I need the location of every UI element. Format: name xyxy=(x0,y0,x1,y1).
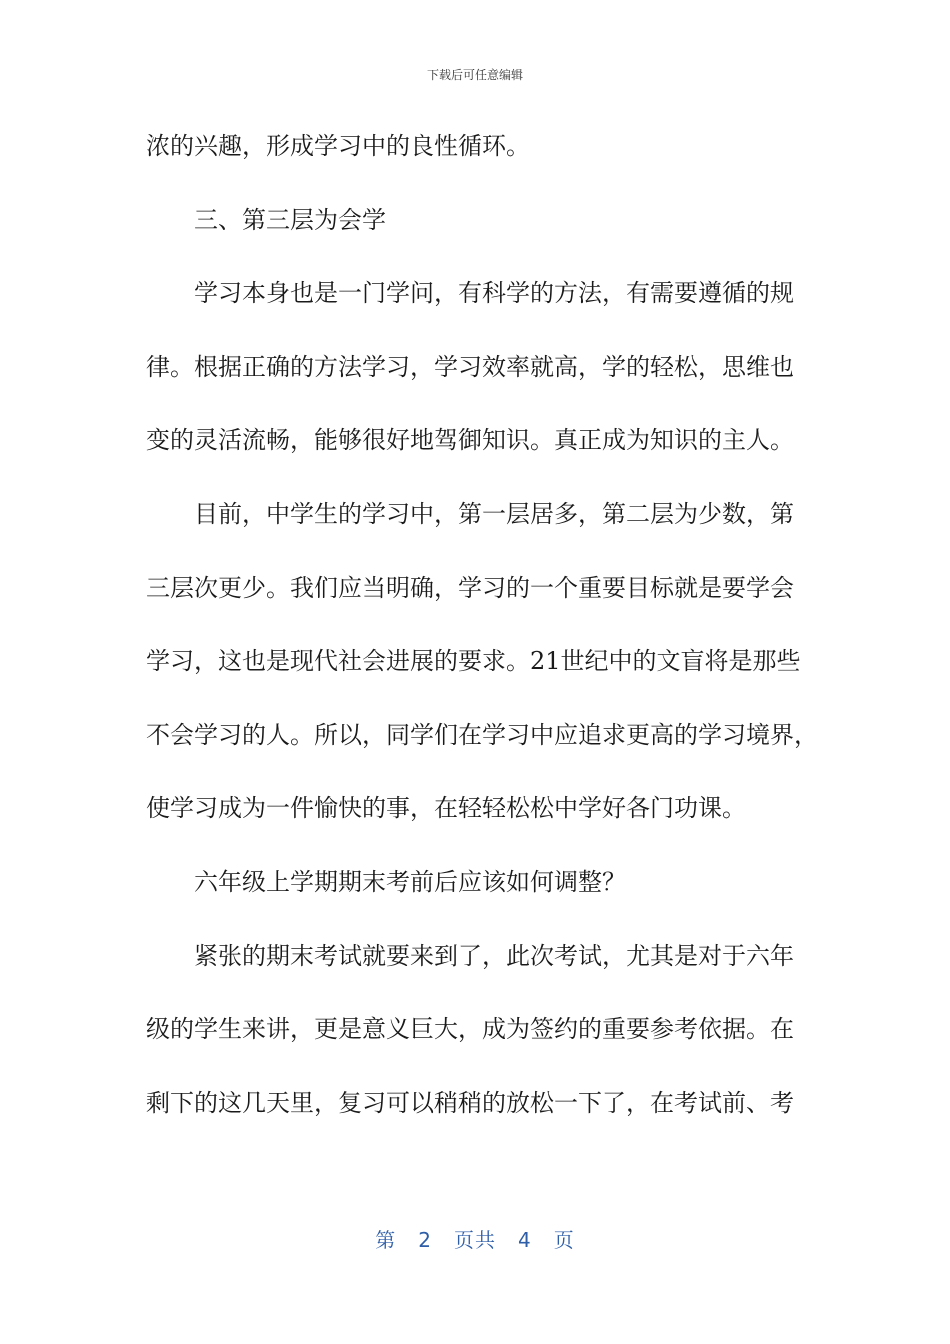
document-body xyxy=(146,126,818,1156)
article-heading: 六年级上学期期末考前后应该如何调整？ xyxy=(194,867,626,896)
text-line: 学习，这也是现代社会进展的要求。21世纪中的文盲将是那些 xyxy=(146,647,801,676)
page-footer xyxy=(0,1224,950,1253)
footer-suffix: 页 xyxy=(553,1228,575,1252)
footer-prefix: 第 xyxy=(375,1228,397,1252)
section-heading: 三、第三层为会学 xyxy=(194,205,386,234)
text-line: 不会学习的人。所以，同学们在学习中应追求更高的学习境界， xyxy=(146,720,818,749)
text-line: 学习本身也是一门学问，有科学的方法，有需要遵循的规 xyxy=(194,279,794,308)
footer-middle: 页共 xyxy=(454,1228,496,1252)
page-header-note: 下载后可任意编辑 xyxy=(426,68,523,82)
text-line: 三层次更少。我们应当明确，学习的一个重要目标就是要学会 xyxy=(146,573,794,602)
current-page-number: 2 xyxy=(418,1228,432,1252)
text-line: 变的灵活流畅，能够很好地驾御知识。真正成为知识的主人。 xyxy=(146,426,794,455)
text-line: 紧张的期末考试就要来到了，此次考试，尤其是对于六年 xyxy=(194,941,794,970)
text-line: 目前，中学生的学习中，第一层居多，第二层为少数，第 xyxy=(194,499,794,528)
text-line: 剩下的这几天里，复习可以稍稍的放松一下了，在考试前、考 xyxy=(146,1088,794,1117)
text-line: 律。根据正确的方法学习，学习效率就高，学的轻松，思维也 xyxy=(146,352,794,381)
total-page-number: 4 xyxy=(518,1228,532,1252)
text-line: 浓的兴趣，形成学习中的良性循环。 xyxy=(146,132,530,160)
text-line: 使学习成为一件愉快的事，在轻轻松松中学好各门功课。 xyxy=(146,794,746,823)
text-line: 级的学生来讲，更是意义巨大，成为签约的重要参考依据。在 xyxy=(146,1015,794,1044)
